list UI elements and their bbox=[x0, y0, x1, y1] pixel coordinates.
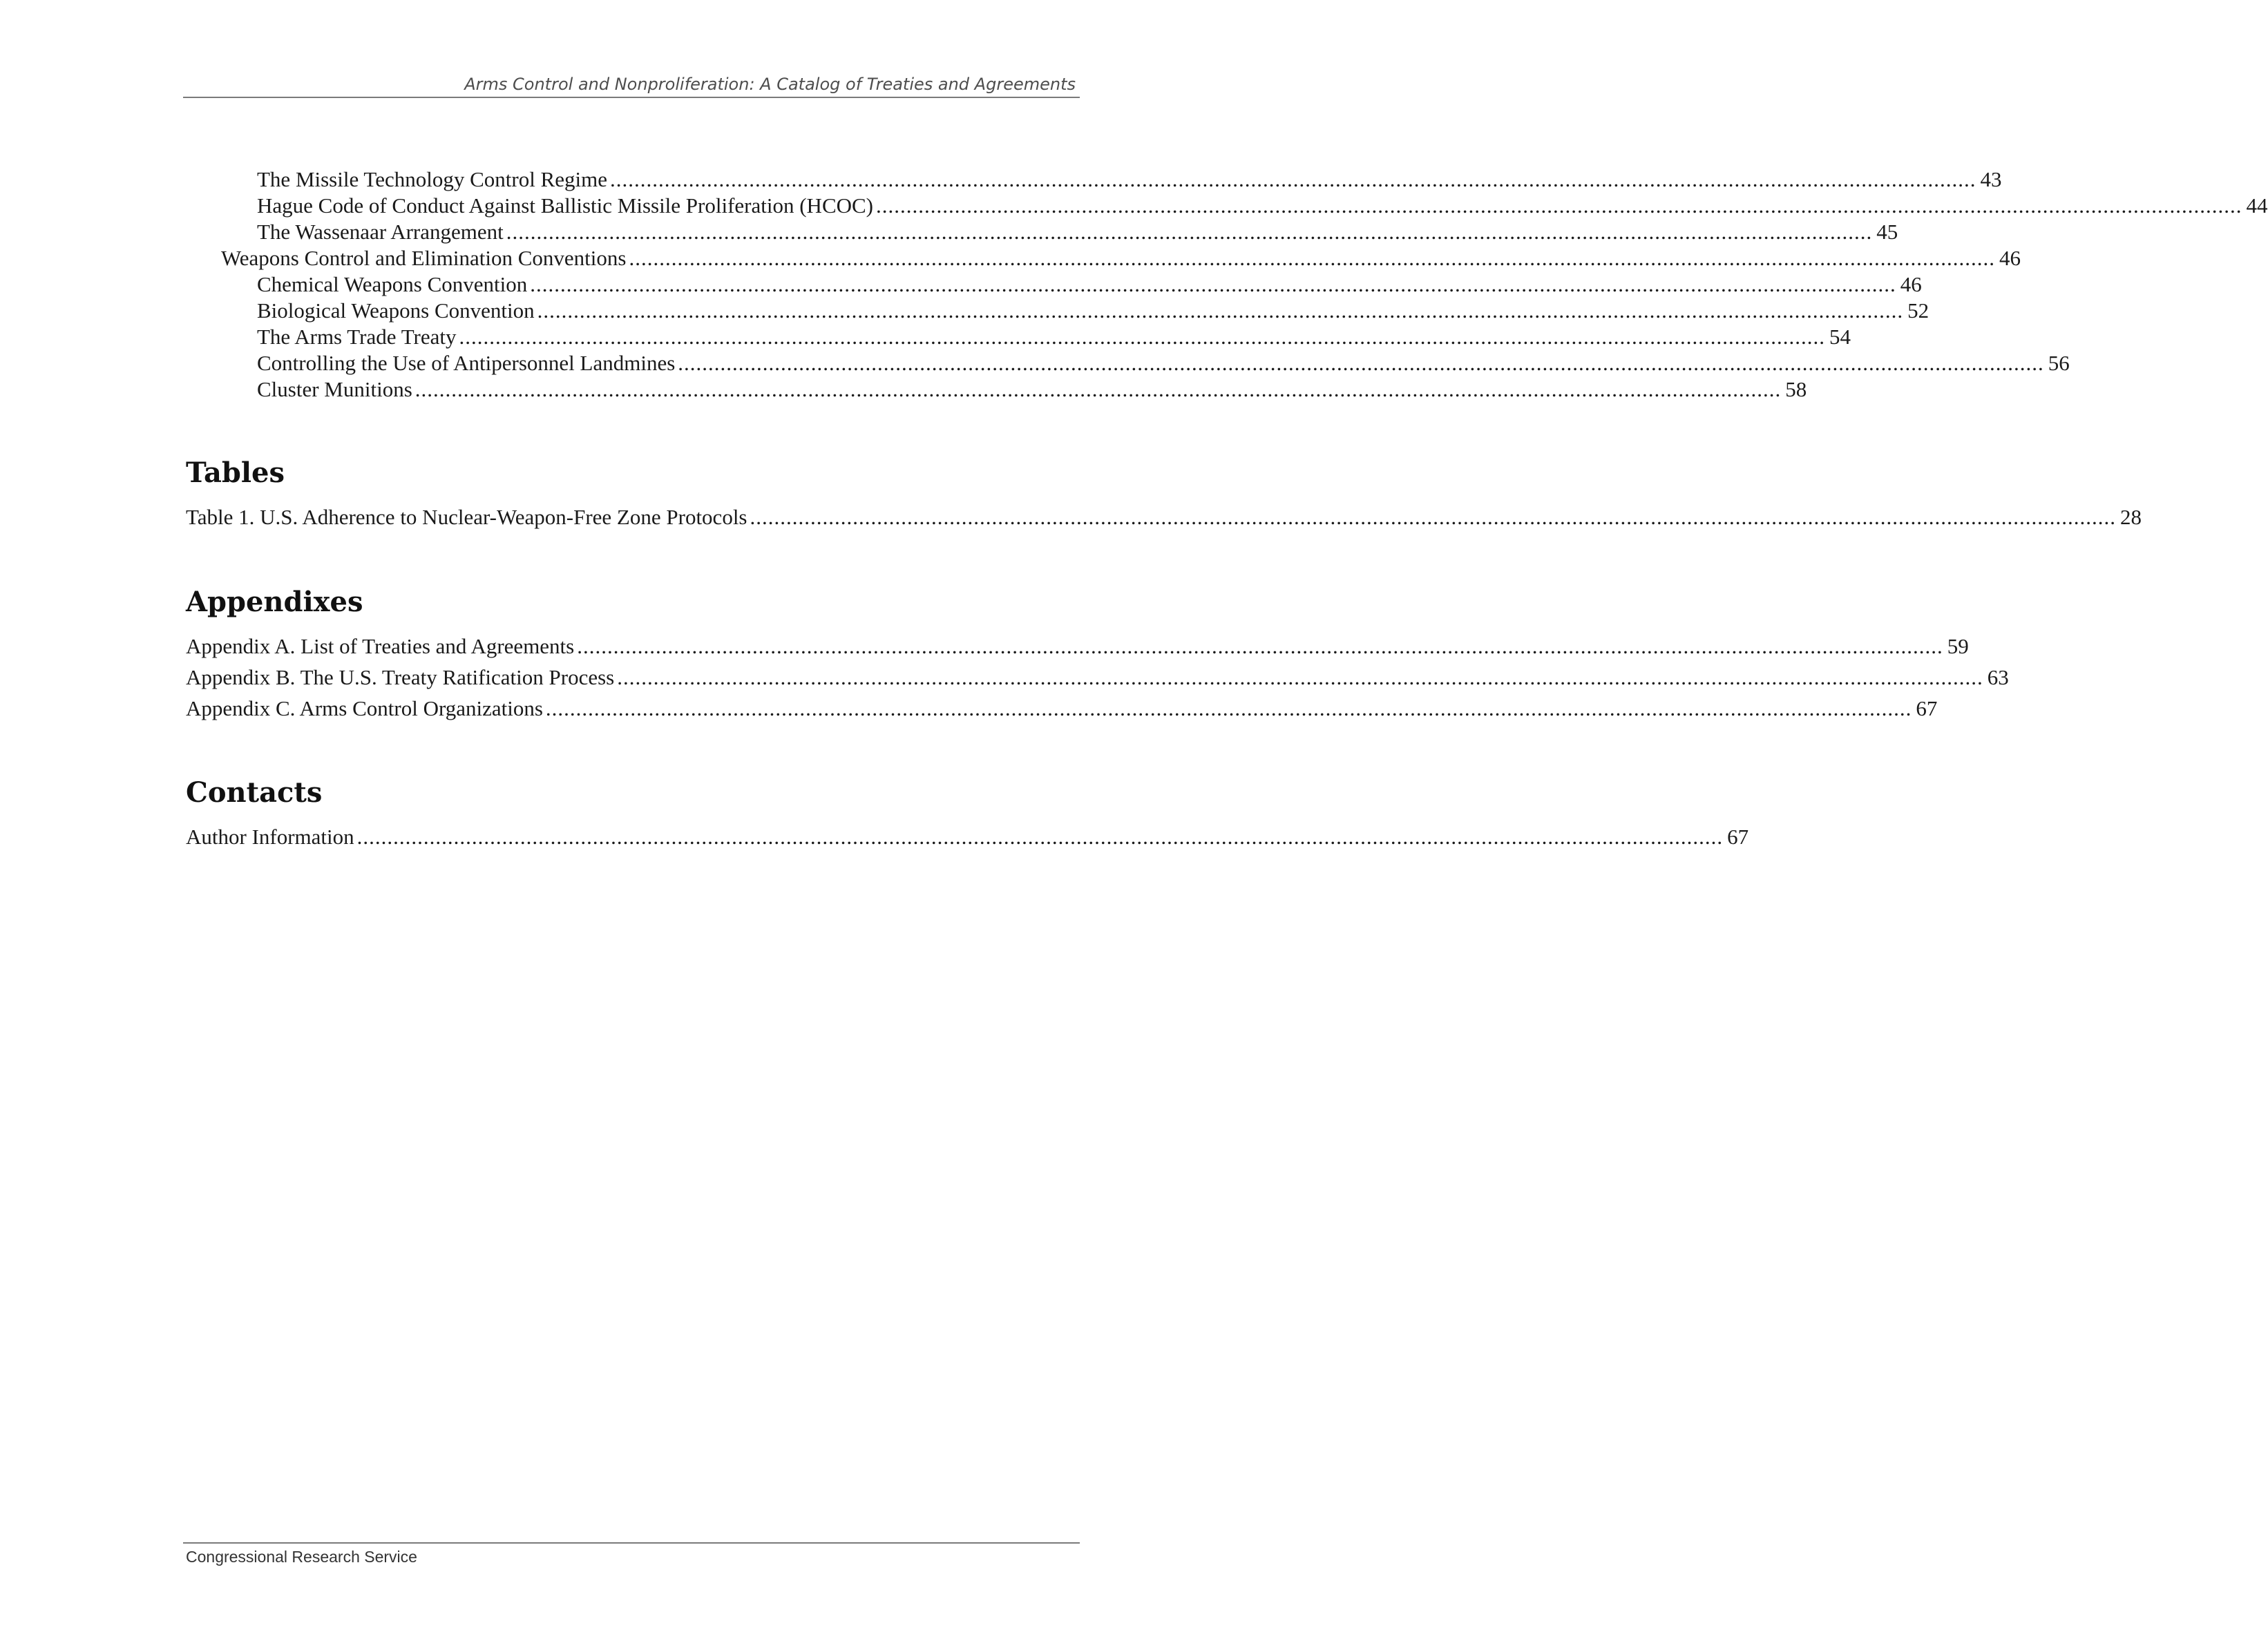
footer-text: Congressional Research Service bbox=[186, 1548, 417, 1566]
toc-entry[interactable] bbox=[257, 298, 1929, 324]
toc-entry-page: 67 bbox=[1727, 825, 1749, 849]
toc-leader-dots: .................................................................................................................................................................................................................................. bbox=[629, 246, 1995, 270]
toc-leader-dots: .................................................................................................................................................................................................................................. bbox=[459, 325, 1825, 349]
toc-entry-page: 58 bbox=[1785, 377, 1807, 401]
toc-leader-dots: .................................................................................................................................................................................................................................. bbox=[530, 272, 1896, 296]
toc-leader-dots: .................................................................................................................................................................................................................................. bbox=[577, 634, 1943, 658]
toc-entry[interactable] bbox=[221, 245, 2021, 271]
toc-leader-dots: .................................................................................................................................................................................................................................. bbox=[678, 351, 2044, 375]
toc-entry-label: The Wassenaar Arrangement bbox=[257, 220, 504, 244]
toc-entry-page: 43 bbox=[1980, 167, 2002, 191]
toc-entry[interactable] bbox=[186, 504, 2142, 530]
toc-entry-page: 59 bbox=[1947, 634, 1969, 658]
toc-entry-label: Appendix B. The U.S. Treaty Ratification Process bbox=[186, 665, 615, 689]
toc-entry[interactable] bbox=[257, 271, 1922, 298]
toc-leader-dots: .................................................................................................................................................................................................................................. bbox=[876, 193, 2242, 218]
toc-entry[interactable] bbox=[257, 219, 1898, 245]
toc-leader-dots: .................................................................................................................................................................................................................................. bbox=[537, 298, 1904, 323]
toc-leader-dots: .................................................................................................................................................................................................................................. bbox=[356, 825, 1724, 849]
toc-entry-label: Hague Code of Conduct Against Ballistic Missile Proliferation (HCOC) bbox=[257, 193, 874, 218]
contacts-heading: Contacts bbox=[186, 776, 323, 809]
toc-entry-label: Cluster Munitions bbox=[257, 377, 412, 401]
toc-entry-label: Appendix C. Arms Control Organizations bbox=[186, 696, 543, 720]
toc-entry[interactable] bbox=[257, 166, 2002, 193]
toc-leader-dots: .................................................................................................................................................................................................................................. bbox=[609, 167, 1976, 191]
toc-entry-page: 63 bbox=[1987, 665, 2009, 689]
toc-leader-dots: .................................................................................................................................................................................................................................. bbox=[414, 377, 1782, 401]
toc-entry[interactable] bbox=[186, 633, 1969, 660]
toc-entry-label: Biological Weapons Convention bbox=[257, 298, 535, 323]
appendixes-heading: Appendixes bbox=[186, 586, 363, 618]
toc-entry-page: 46 bbox=[1999, 246, 2021, 270]
running-header bbox=[183, 72, 1080, 98]
toc-leader-dots: .................................................................................................................................................................................................................................. bbox=[545, 696, 1912, 720]
toc-entry[interactable] bbox=[257, 350, 2070, 376]
toc-entry[interactable] bbox=[186, 664, 2009, 691]
toc-entry-label: Weapons Control and Elimination Conventions bbox=[221, 246, 627, 270]
toc-entry-page: 45 bbox=[1876, 220, 1898, 244]
toc-entry-page: 67 bbox=[1916, 696, 1938, 720]
toc-entry-page: 44 bbox=[2246, 193, 2268, 218]
toc-entry[interactable] bbox=[257, 193, 2268, 219]
toc-entry-label: Chemical Weapons Convention bbox=[257, 272, 528, 296]
toc-entry-page: 52 bbox=[1907, 298, 1929, 323]
header-title: Arms Control and Nonproliferation: A Catalog of Treaties and Agreements bbox=[464, 75, 1076, 94]
toc-entry[interactable] bbox=[186, 824, 1749, 850]
toc-entry-label: Table 1. U.S. Adherence to Nuclear-Weapon-Free Zone Protocols bbox=[186, 505, 747, 529]
tables-heading: Tables bbox=[186, 457, 285, 489]
toc-entry[interactable] bbox=[257, 324, 1851, 350]
toc-entry-label: Author Information bbox=[186, 825, 354, 849]
toc-leader-dots: .................................................................................................................................................................................................................................. bbox=[617, 665, 1983, 689]
toc-entry-page: 46 bbox=[1900, 272, 1922, 296]
toc-entry-label: Controlling the Use of Antipersonnel Landmines bbox=[257, 351, 676, 375]
toc-leader-dots: .................................................................................................................................................................................................................................. bbox=[506, 220, 1873, 244]
toc-leader-dots: .................................................................................................................................................................................................................................. bbox=[750, 505, 2116, 529]
toc-entry-label: The Arms Trade Treaty bbox=[257, 325, 457, 349]
toc-entry-label: Appendix A. List of Treaties and Agreements bbox=[186, 634, 575, 658]
toc-entry-page: 54 bbox=[1829, 325, 1851, 349]
toc-entry[interactable] bbox=[257, 376, 1807, 403]
toc-entry[interactable] bbox=[186, 695, 1938, 722]
running-footer bbox=[183, 1542, 1080, 1566]
toc-entry-label: The Missile Technology Control Regime bbox=[257, 167, 607, 191]
toc-entry-page: 28 bbox=[2120, 505, 2142, 529]
toc-entry-page: 56 bbox=[2048, 351, 2070, 375]
